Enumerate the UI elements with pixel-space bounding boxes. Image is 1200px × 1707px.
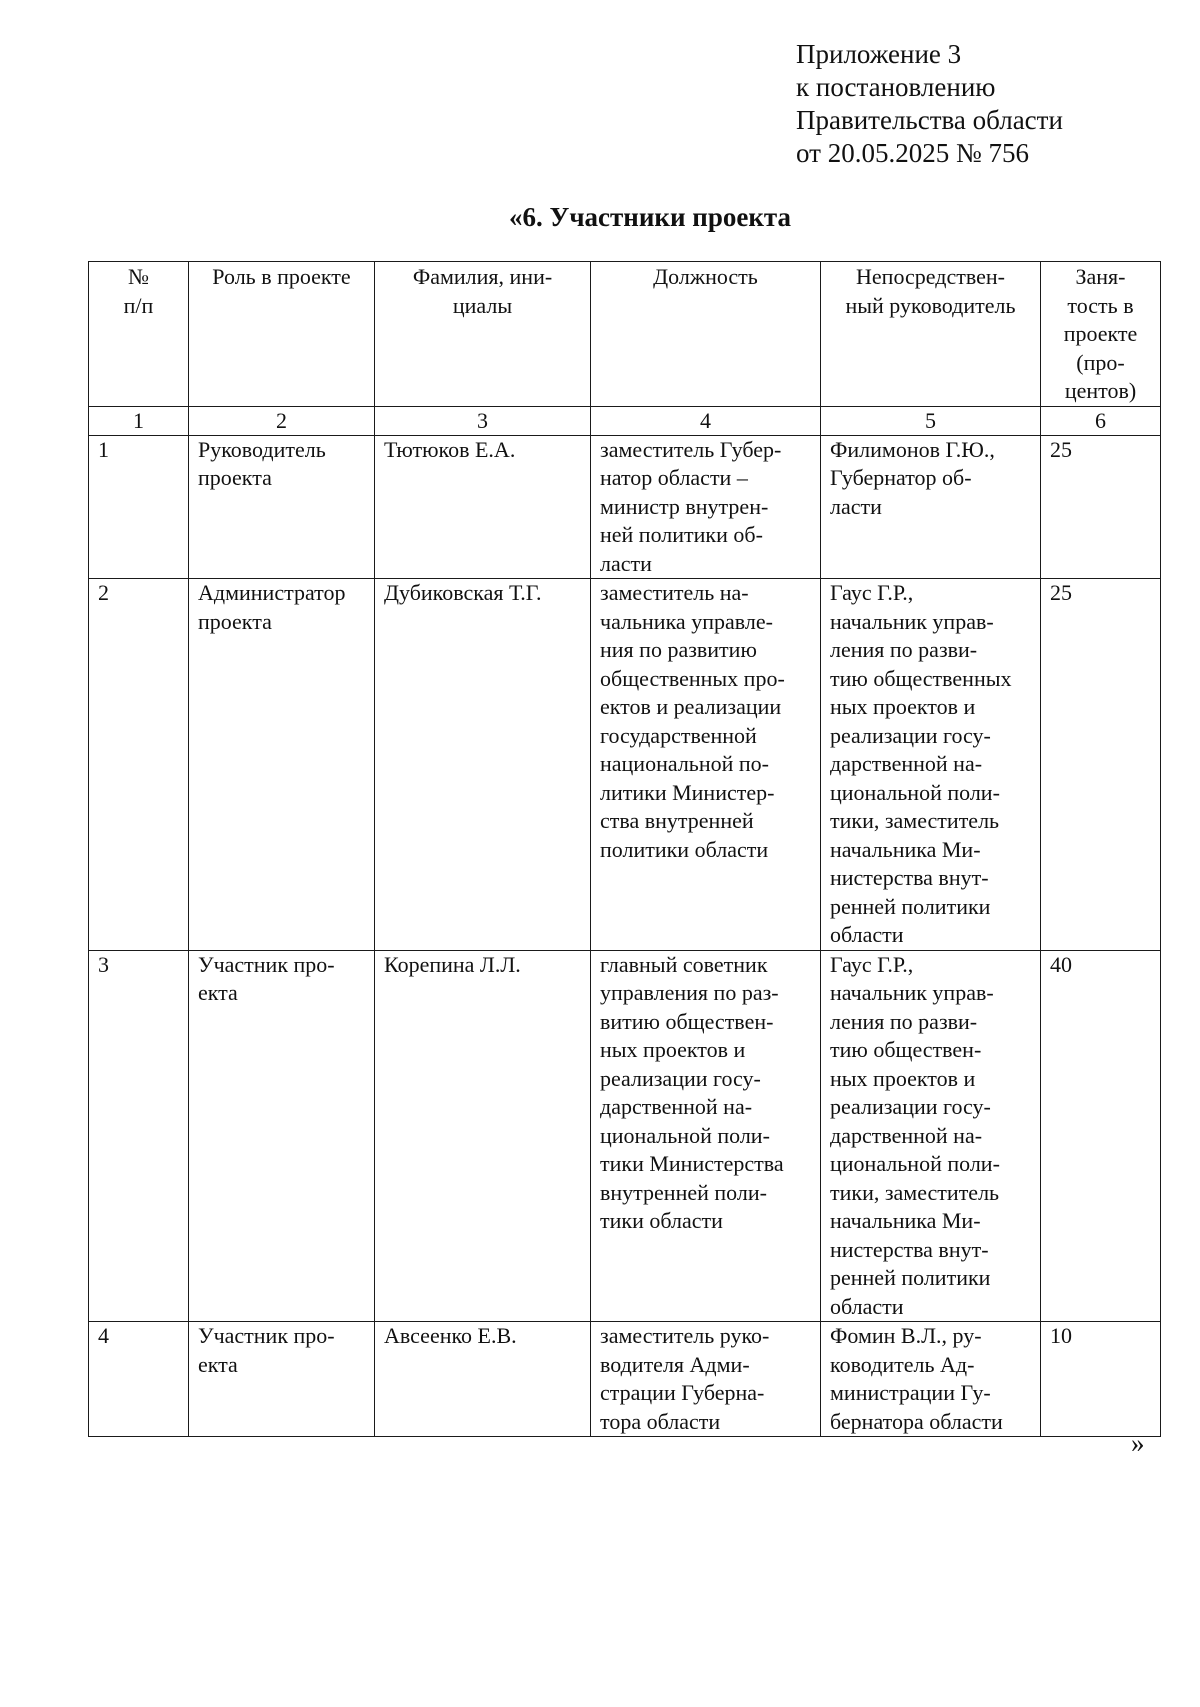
cell-line: циональной поли- bbox=[830, 779, 1000, 805]
column-number: 4 bbox=[591, 406, 821, 435]
closing-quote: » bbox=[1131, 1428, 1145, 1458]
cell-line: дарственной на- bbox=[830, 1122, 983, 1148]
table-header-row bbox=[89, 262, 1161, 407]
cell-position bbox=[591, 435, 821, 579]
cell-line: Участник про- bbox=[198, 1323, 335, 1348]
cell-line: ления по разви- bbox=[830, 637, 978, 662]
cell-line: тики, заместитель bbox=[830, 808, 1000, 833]
cell-line: реализации госу- bbox=[830, 1094, 991, 1119]
cell-role bbox=[189, 950, 375, 1322]
cell-number: 1 bbox=[89, 435, 189, 579]
column-number: 1 bbox=[89, 406, 189, 435]
header-line: (про- bbox=[1076, 349, 1125, 375]
header-cell-name bbox=[375, 262, 591, 407]
header-line: циалы bbox=[452, 292, 513, 318]
column-number: 3 bbox=[375, 406, 591, 435]
cell-line: тию общественных bbox=[830, 665, 1012, 691]
cell-line: тики области bbox=[600, 1208, 723, 1233]
cell-name: Корепина Л.Л. bbox=[375, 950, 591, 1322]
cell-line: внутренней поли- bbox=[600, 1179, 767, 1205]
cell-line: литики Министер- bbox=[600, 779, 775, 805]
header-line: центов) bbox=[1064, 378, 1137, 403]
cell-position bbox=[591, 950, 821, 1322]
cell-line: ней политики об- bbox=[600, 522, 763, 547]
cell-role bbox=[189, 579, 375, 951]
cell-line: Участник про- bbox=[198, 951, 335, 977]
cell-line: Филимонов Г.Ю., bbox=[830, 436, 995, 462]
table-row bbox=[89, 579, 1161, 951]
cell-line: проекта bbox=[198, 465, 272, 490]
cell-line: главный советник bbox=[600, 951, 768, 977]
table-row bbox=[89, 435, 1161, 579]
header-line: Заня- bbox=[1075, 264, 1126, 289]
cell-line: общественных про- bbox=[600, 665, 785, 691]
cell-line: тики, заместитель bbox=[830, 1179, 1000, 1205]
cell-line: реализации госу- bbox=[830, 722, 991, 748]
cell-line: управления по раз- bbox=[600, 980, 779, 1005]
cell-line: Губернатор об- bbox=[830, 465, 972, 490]
cell-manager bbox=[821, 435, 1041, 579]
header-cell-number bbox=[89, 262, 189, 407]
cell-line: нистерства внут- bbox=[830, 865, 989, 890]
column-number: 5 bbox=[821, 406, 1041, 435]
cell-position bbox=[591, 1322, 821, 1437]
cell-line: области bbox=[830, 1293, 904, 1319]
participants-table bbox=[88, 261, 1161, 1437]
header-cell-employment bbox=[1041, 262, 1161, 407]
cell-line: министрации Гу- bbox=[830, 1380, 991, 1405]
cell-number: 4 bbox=[89, 1322, 189, 1437]
cell-line: циональной поли- bbox=[830, 1151, 1000, 1176]
cell-line: тию обществен- bbox=[830, 1037, 982, 1062]
cell-line: ренней политики bbox=[830, 1265, 991, 1290]
cell-line: дарственной на- bbox=[830, 751, 983, 776]
cell-line: Фомин В.Л., ру- bbox=[830, 1323, 982, 1348]
cell-line: заместитель руко- bbox=[600, 1323, 770, 1348]
cell-line: ектов и реализации bbox=[600, 694, 782, 719]
appendix-line: Приложение 3 bbox=[796, 39, 962, 69]
header-line: Роль в проекте bbox=[212, 264, 351, 289]
cell-line: проекта bbox=[198, 608, 272, 634]
cell-position bbox=[591, 579, 821, 951]
cell-line: ства внутренней bbox=[600, 808, 754, 833]
cell-line: ления по разви- bbox=[830, 1008, 978, 1034]
header-cell-role bbox=[189, 262, 375, 407]
cell-line: государственной bbox=[600, 722, 757, 748]
cell-line: бернатора области bbox=[830, 1408, 1003, 1434]
header-line: № bbox=[128, 264, 149, 289]
cell-line: тики Министерства bbox=[600, 1151, 784, 1176]
header-cell-position bbox=[591, 262, 821, 407]
cell-line: витию обществен- bbox=[600, 1008, 774, 1034]
cell-line: ласти bbox=[830, 493, 882, 519]
cell-line: ласти bbox=[600, 550, 652, 576]
cell-line: ренней политики bbox=[830, 893, 991, 919]
cell-employment: 25 bbox=[1041, 579, 1161, 951]
cell-line: начальник управ- bbox=[830, 608, 994, 634]
cell-manager bbox=[821, 579, 1041, 951]
cell-line: ных проектов и bbox=[600, 1037, 746, 1062]
cell-line: начальник управ- bbox=[830, 980, 994, 1005]
cell-name: Авсеенко Е.В. bbox=[375, 1322, 591, 1437]
cell-number: 3 bbox=[89, 950, 189, 1322]
cell-line: начальника Ми- bbox=[830, 836, 981, 862]
cell-line: Администратор bbox=[198, 580, 346, 605]
cell-role bbox=[189, 435, 375, 579]
cell-name: Тютюков Е.А. bbox=[375, 435, 591, 579]
cell-line: Гаус Г.Р., bbox=[830, 580, 914, 605]
header-line: п/п bbox=[123, 292, 154, 318]
cell-line: заместитель Губер- bbox=[600, 436, 782, 462]
cell-employment: 10 bbox=[1041, 1322, 1161, 1437]
cell-line: водителя Адми- bbox=[600, 1351, 750, 1377]
cell-manager bbox=[821, 1322, 1041, 1437]
header-cell-manager bbox=[821, 262, 1041, 407]
cell-role bbox=[189, 1322, 375, 1437]
cell-employment: 40 bbox=[1041, 950, 1161, 1322]
header-line: ный руководитель bbox=[845, 292, 1016, 318]
header-line: Должность bbox=[653, 264, 758, 289]
cell-line: циональной поли- bbox=[600, 1122, 770, 1148]
cell-line: Руководитель bbox=[198, 436, 326, 462]
cell-line: дарственной на- bbox=[600, 1094, 753, 1119]
cell-line: национальной по- bbox=[600, 751, 769, 776]
appendix-line: от 20.05.2025 № 756 bbox=[796, 138, 1029, 168]
cell-line: министр внутрен- bbox=[600, 493, 769, 519]
header-line: Фамилия, ини- bbox=[412, 264, 553, 289]
column-numbering-row bbox=[89, 406, 1161, 435]
appendix-line: к постановлению bbox=[796, 72, 996, 102]
cell-line: ных проектов и bbox=[830, 1065, 976, 1091]
cell-line: тора области bbox=[600, 1408, 721, 1434]
table-row bbox=[89, 1322, 1161, 1437]
header-line: тость в bbox=[1067, 292, 1134, 318]
cell-name: Дубиковская Т.Г. bbox=[375, 579, 591, 951]
column-number: 2 bbox=[189, 406, 375, 435]
cell-line: области bbox=[830, 922, 904, 947]
table-row bbox=[89, 950, 1161, 1322]
cell-line: ния по развитию bbox=[600, 637, 757, 662]
cell-line: ных проектов и bbox=[830, 694, 976, 719]
cell-line: натор области – bbox=[600, 465, 748, 490]
cell-line: чальника управле- bbox=[600, 608, 773, 634]
cell-line: екта bbox=[198, 980, 238, 1005]
cell-line: страции Губерна- bbox=[600, 1380, 765, 1405]
section-title: «6. Участники проекта bbox=[509, 202, 791, 232]
appendix-reference bbox=[796, 38, 1186, 170]
cell-line: политики области bbox=[600, 836, 769, 862]
header-line: проекте bbox=[1063, 321, 1138, 346]
cell-line: нистерства внут- bbox=[830, 1236, 989, 1262]
cell-line: реализации госу- bbox=[600, 1065, 761, 1091]
cell-line: Гаус Г.Р., bbox=[830, 951, 914, 977]
cell-line: ководитель Ад- bbox=[830, 1351, 975, 1377]
cell-line: заместитель на- bbox=[600, 580, 749, 605]
column-number: 6 bbox=[1041, 406, 1161, 435]
cell-manager bbox=[821, 950, 1041, 1322]
cell-employment: 25 bbox=[1041, 435, 1161, 579]
cell-number: 2 bbox=[89, 579, 189, 951]
cell-line: начальника Ми- bbox=[830, 1208, 981, 1233]
header-line: Непосредствен- bbox=[856, 264, 1005, 289]
cell-line: екта bbox=[198, 1351, 238, 1377]
appendix-line: Правительства области bbox=[796, 105, 1063, 135]
